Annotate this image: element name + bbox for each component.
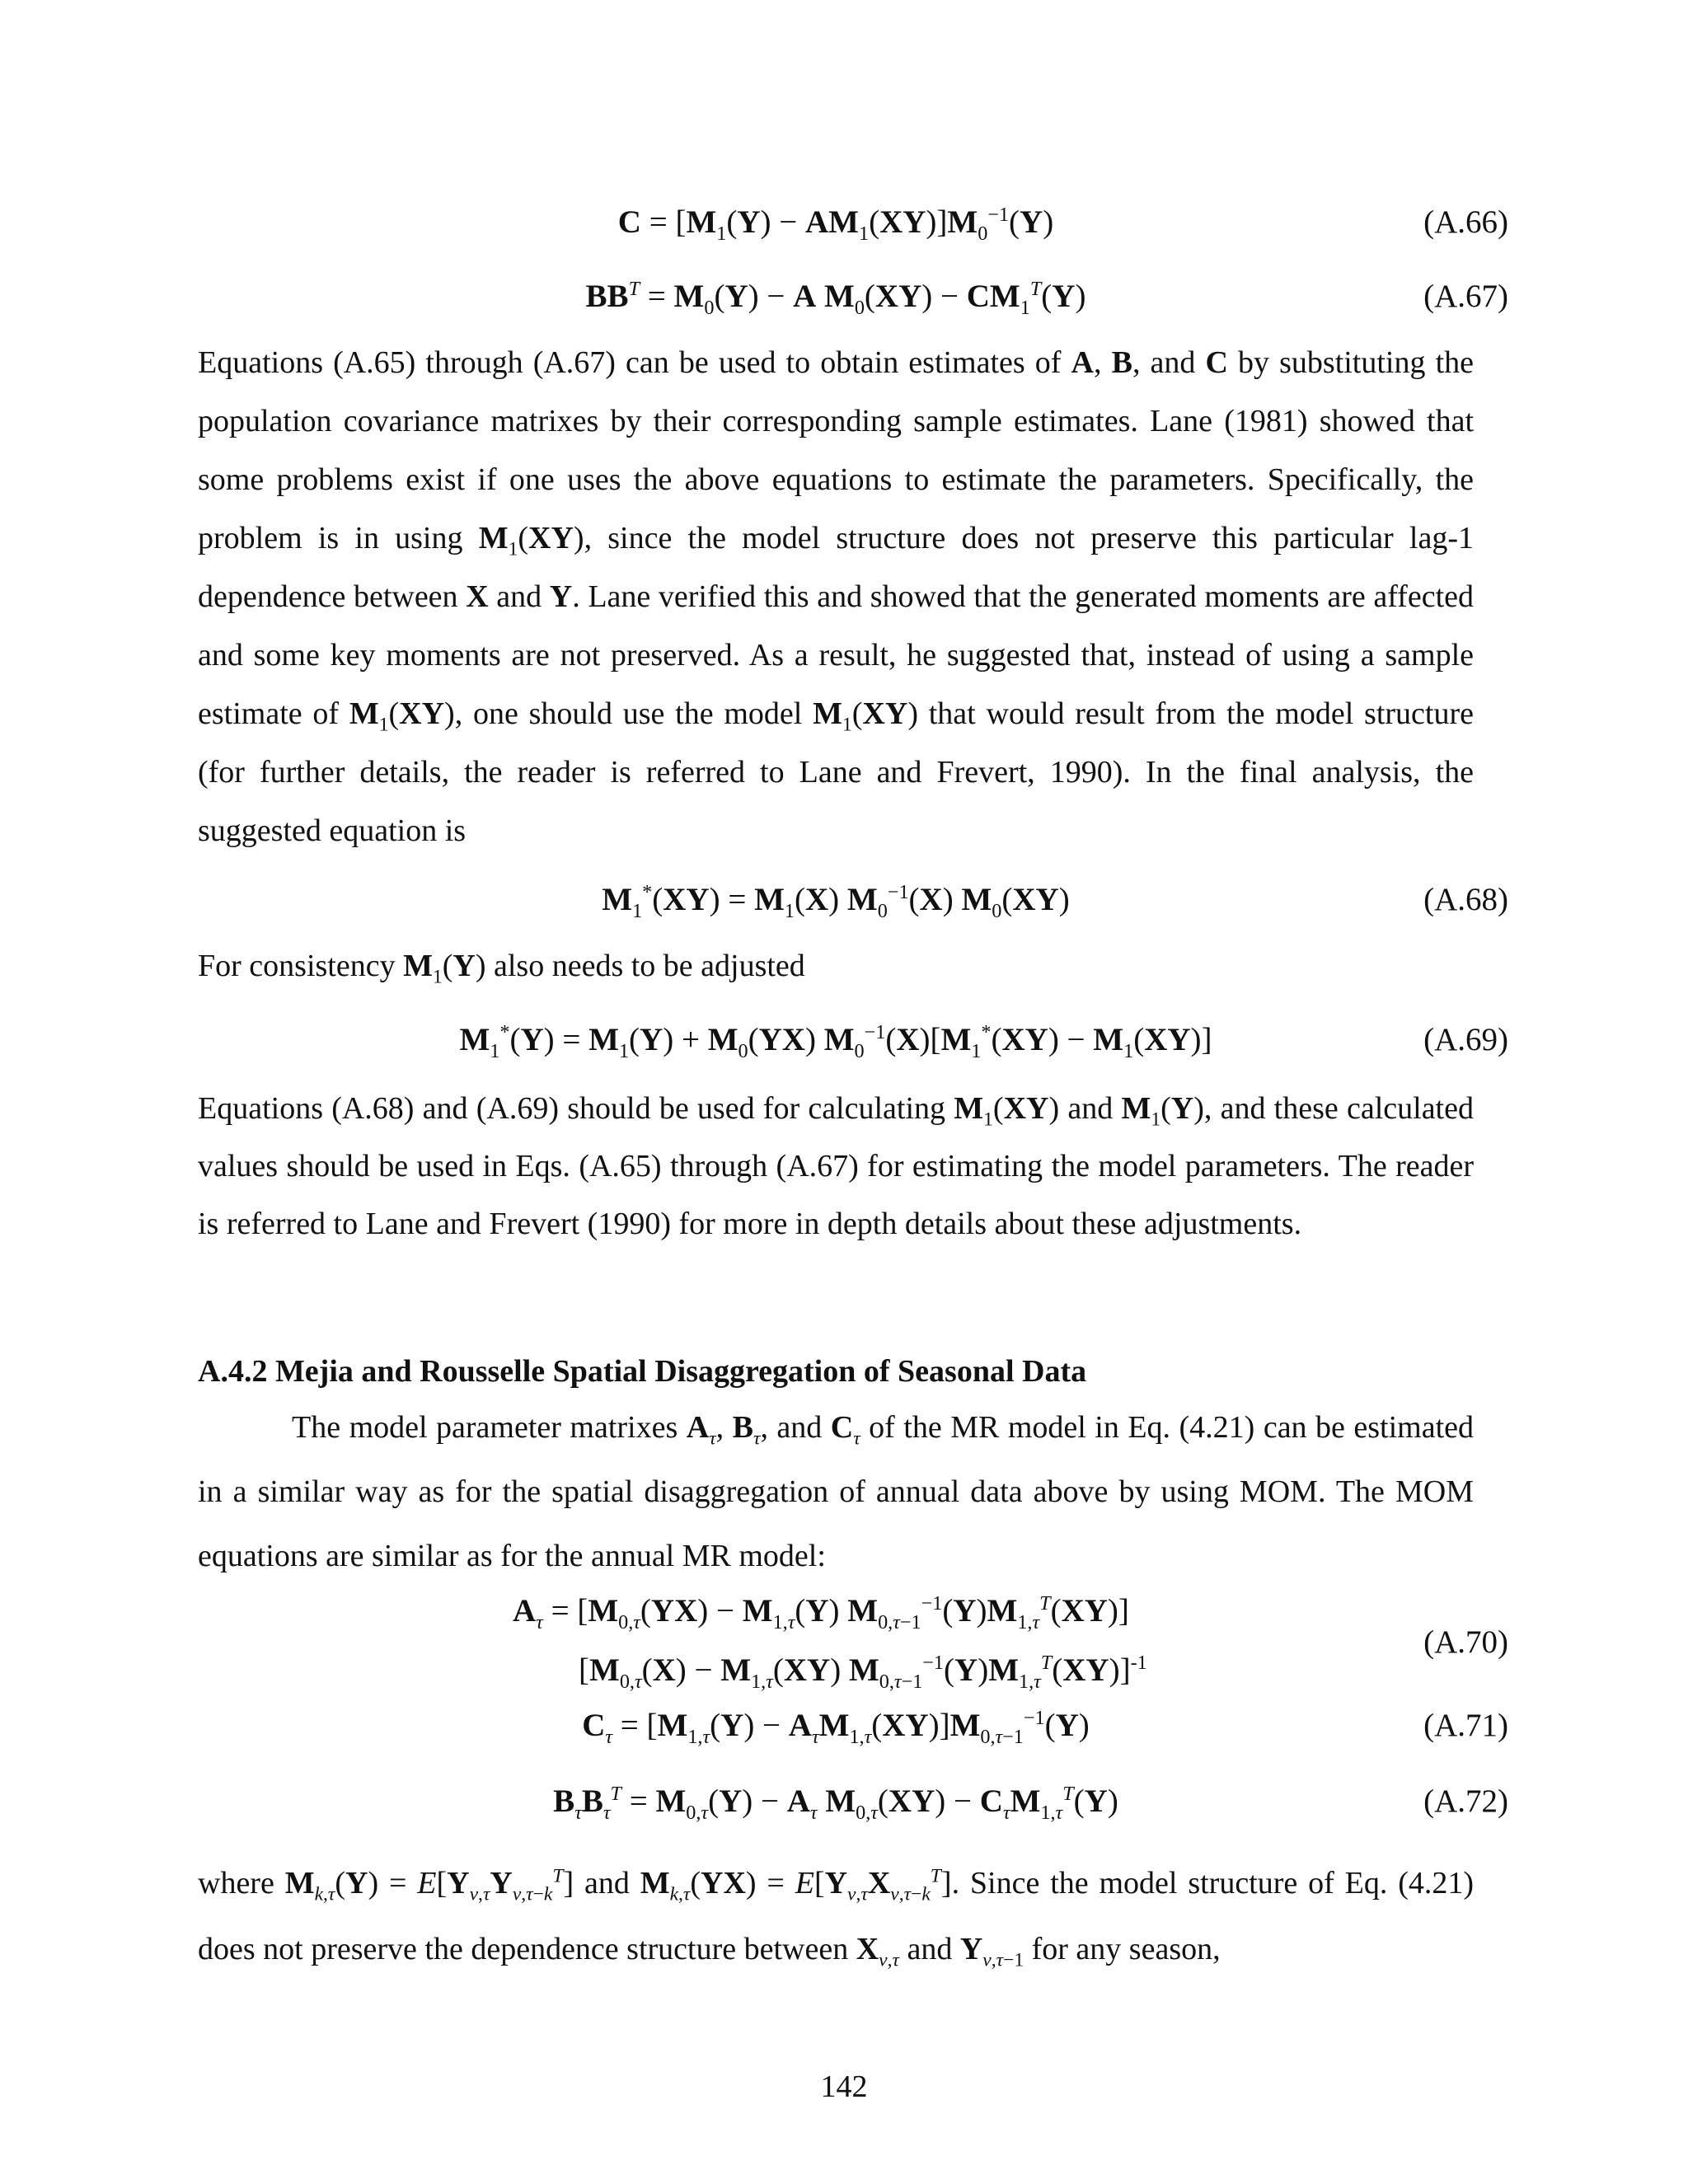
- symbol-c: C: [1205, 345, 1228, 380]
- text: Equations (A.65) through (A.67) can be used to obtain estimates of: [198, 345, 1071, 380]
- text: for any season,: [1024, 1932, 1221, 1966]
- section-heading: A.4.2 Mejia and Rousselle Spatial Disaggregation of Seasonal Data: [198, 1354, 1087, 1389]
- symbol-x: X: [466, 579, 489, 614]
- text: by substituting the population covariance matrixes by their corresponding sample estimates. Lane (1981) showed that some problems exist if one uses the above equations to estimate the parameters. Specifically, the problem is in using: [198, 345, 1474, 555]
- text: Equations (A.68) and (A.69) should be used for calculating: [198, 1091, 954, 1126]
- paragraph-5: [198, 1850, 1474, 1982]
- text: of the MR model in Eq. (4.21) can be estimated in a similar way as for the spatial disaggregation of annual data above by using MOM. The MOM equations are similar as for the annual MR model:: [198, 1410, 1475, 1573]
- inline-math: $X_{\nu,\tau}$: [856, 1932, 899, 1971]
- inline-math: $M_1(Y)$: [403, 949, 486, 988]
- equation-a67: [198, 272, 1508, 321]
- equation-number: (A.69): [1423, 1022, 1508, 1057]
- paragraph-1: [198, 334, 1474, 860]
- inline-math: $M_1(XY)$: [813, 696, 918, 736]
- equation-body: $C = [M_1(Y) - AM_1(XY)]M_0^{-1}(Y)$: [617, 204, 1054, 245]
- text: that would result from the model structure (for further details, the reader is referred to Lane and Frevert, 1990). In the final analysis, the suggested equation is: [198, 696, 1475, 848]
- equation-number: (A.68): [1423, 882, 1508, 917]
- paragraph-3: [198, 1080, 1474, 1253]
- equation-a68: [198, 875, 1508, 925]
- equation-a70: [198, 1586, 1508, 1702]
- text: . Since the model structure of Eq. (4.21) does not preserve the dependence structure between: [198, 1866, 1475, 1966]
- equation-body-line-2: [$M_{0,\tau}(X) - M_{1,\tau}(XY)$ $M_{0,\tau-1}^{-1}(Y)M_{1,\tau}^T(XY)]^{-1}$: [579, 1652, 1147, 1693]
- equation-a71: [198, 1701, 1508, 1750]
- inline-math: $M_1(XY)$: [954, 1091, 1060, 1131]
- inline-math: $Y_{\nu,\tau-1}$: [959, 1932, 1025, 1971]
- equation-body: $BB^T = M_0(Y) - A$ $M_0(XY) - CM_1^T(Y)$: [585, 278, 1086, 319]
- text: and: [488, 579, 550, 614]
- paragraph-2: [198, 938, 1474, 996]
- symbol-y: Y: [549, 579, 573, 614]
- text: . Lane verified this and showed that the generated moments are affected and some key moments are not preserved. As a result, he suggested that, instead of using a sample estimate of: [198, 579, 1474, 731]
- equation-a66: [198, 198, 1508, 247]
- text: ,: [715, 1410, 733, 1445]
- text: , and these calculated values should be used in Eqs. (A.65) through (A.67) for estimating the model parameters. The reader is referred to Lane and Frevert (1990) for more in depth details about these adjustments.: [198, 1091, 1474, 1241]
- text: , one should use the model: [454, 696, 814, 731]
- inline-math: $M_{k,\tau}(YX) = E[Y_{\nu,\tau}X_{\nu,\tau-k}^T]$: [640, 1865, 952, 1905]
- inline-math: $M_1(Y)$: [1121, 1091, 1204, 1131]
- inline-math: $M_1(XY)$: [349, 696, 455, 736]
- inline-math: $B_\tau$: [732, 1410, 761, 1450]
- text: where: [198, 1866, 285, 1900]
- text: , since the model structure does not preserve this particular lag-1 dependence between: [198, 521, 1474, 614]
- equation-number: (A.71): [1423, 1708, 1508, 1743]
- text: , and: [1132, 345, 1206, 380]
- inline-math: $M_{k,\tau}(Y) = E[Y_{\nu,\tau}Y_{\nu,\tau-k}^T]$: [284, 1865, 574, 1905]
- inline-math: $M_1(XY)$: [478, 521, 584, 560]
- text: and: [898, 1932, 960, 1966]
- page-number: 142: [820, 2069, 868, 2104]
- paragraph-4: [198, 1395, 1474, 1588]
- text: also needs to be adjusted: [485, 949, 805, 983]
- equation-number: (A.72): [1423, 1783, 1508, 1819]
- text: and: [574, 1866, 640, 1900]
- symbol-b: B: [1111, 345, 1132, 380]
- text: ,: [1093, 345, 1112, 380]
- text: For consistency: [198, 949, 404, 983]
- text: The model parameter matrixes: [292, 1410, 687, 1445]
- inline-math: $A_\tau$: [686, 1410, 716, 1450]
- equation-number: (A.67): [1423, 279, 1508, 314]
- equation-body-line-1: $A_\tau = [M_{0,\tau}(YX) - M_{1,\tau}(Y)$ $M_{0,\tau-1}^{-1}(Y)M_{1,\tau}^T(XY)$]: [513, 1592, 1129, 1633]
- equation-a69: [198, 1015, 1508, 1065]
- equation-number: (A.70): [1423, 1624, 1508, 1660]
- equation-body: $M_1^*(Y) = M_1(Y) + M_0(YX) M_0^{-1}(X)[M_1^*(XY) - M_1(XY)]$: [459, 1021, 1212, 1062]
- text: , and: [760, 1410, 831, 1445]
- equation-a72: [198, 1777, 1508, 1826]
- equation-body: $M_1^*(XY) = M_1(X)$ $M_0^{-1}(X)$ $M_0(XY)$: [602, 881, 1070, 922]
- inline-math: $C_\tau$: [830, 1410, 860, 1450]
- symbol-a: A: [1071, 345, 1094, 380]
- equation-number: (A.66): [1423, 204, 1508, 240]
- equation-body: $B_\tau B_\tau^T = M_{0,\tau}(Y) - A_\tau$ $M_{0,\tau}(XY) - C_\tau M_{1,\tau}^T(Y)$: [553, 1783, 1118, 1824]
- equation-body: $C_\tau = [M_{1,\tau}(Y) - A_\tau M_{1,\tau}(XY)]M_{0,\tau-1}^{-1}(Y)$: [582, 1707, 1090, 1748]
- text: and: [1059, 1091, 1122, 1126]
